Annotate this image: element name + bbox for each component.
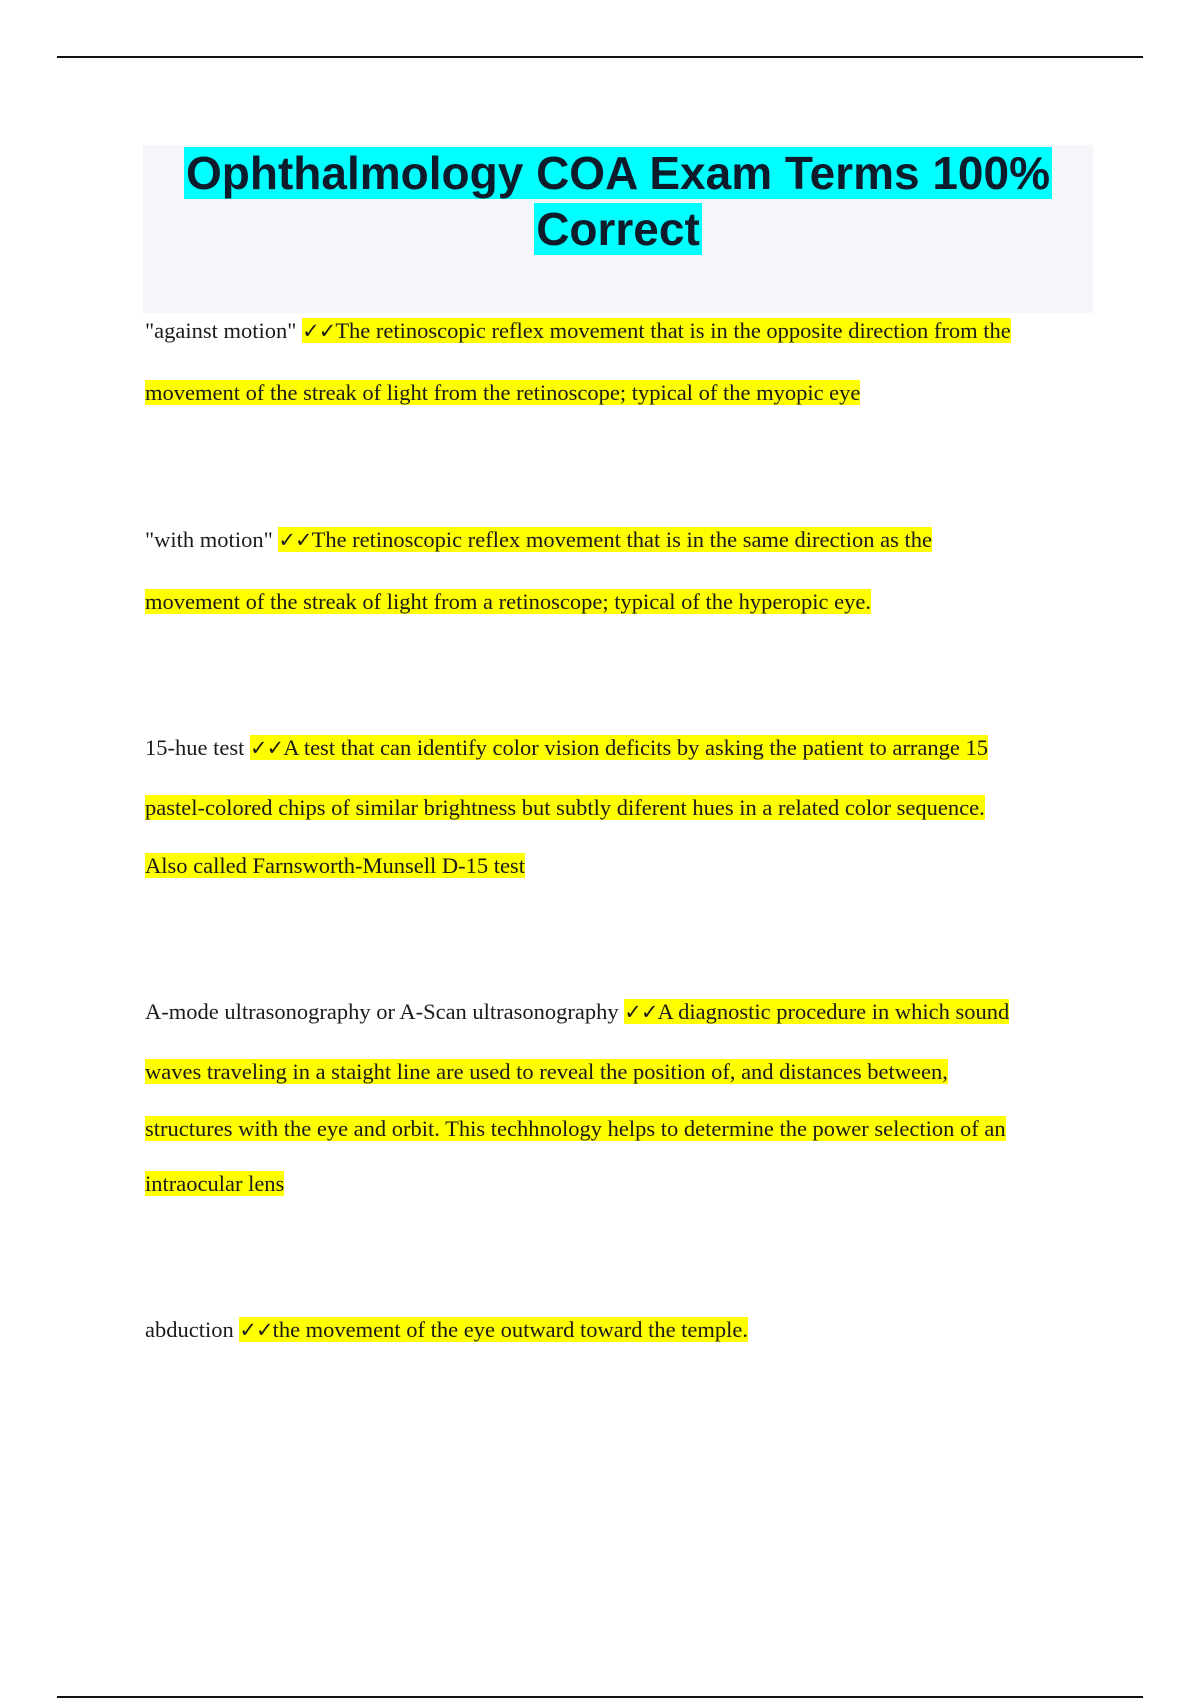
top-rule	[57, 56, 1143, 58]
title-line-2: Correct	[536, 203, 700, 255]
check-mark-icon: ✓✓	[302, 319, 336, 343]
term-name: abduction	[145, 1317, 234, 1342]
definition-text: intraocular lens	[145, 1171, 285, 1196]
check-mark-icon: ✓✓	[249, 736, 284, 760]
definition-text: Also called Farnsworth-Munsell D-15 test	[145, 853, 525, 878]
definition-text: ✓✓The retinoscopic reflex movement that is in the opposite direction from the	[302, 318, 1011, 343]
definition-line	[145, 1042, 1090, 1102]
term-line	[145, 982, 1090, 1042]
bottom-rule	[57, 1696, 1143, 1698]
definition-line	[145, 838, 1090, 894]
term-name: 15-hue test	[145, 735, 245, 760]
term-name: A-mode ultrasonography or A-Scan ultrasonography	[145, 999, 619, 1024]
term-entry	[145, 509, 1090, 632]
term-entry	[145, 300, 1090, 423]
definition-text: ✓✓the movement of the eye outward toward the temple.	[239, 1317, 749, 1342]
check-mark-icon: ✓✓	[239, 1318, 273, 1342]
term-name: "against motion"	[145, 318, 297, 343]
definition-text: ✓✓The retinoscopic reflex movement that is in the same direction as the	[278, 527, 932, 552]
title-panel	[143, 145, 1093, 313]
check-mark-icon: ✓✓	[278, 528, 312, 552]
term-name: "with motion"	[145, 527, 273, 552]
term-line	[145, 509, 1090, 571]
term-line	[145, 1300, 1090, 1360]
definition-text: waves traveling in a staight line are used to reveal the position of, and distances between,	[145, 1059, 948, 1084]
definition-line	[145, 778, 1090, 838]
document-title	[143, 145, 1093, 257]
terms-list	[145, 300, 1090, 1360]
definition-text: ✓✓A test that can identify color vision deficits by asking the patient to arrange 15	[249, 735, 989, 760]
definition-line	[145, 1102, 1090, 1156]
definition-line	[145, 1156, 1090, 1212]
term-entry	[145, 1300, 1090, 1360]
term-line	[145, 718, 1090, 778]
title-line-1: Ophthalmology COA Exam Terms 100%	[185, 147, 1050, 199]
definition-line	[145, 362, 1090, 423]
check-mark-icon: ✓✓	[624, 1000, 658, 1024]
term-entry	[145, 982, 1090, 1212]
definition-line	[145, 571, 1090, 632]
definition-text: ✓✓A diagnostic procedure in which sound	[624, 999, 1010, 1024]
term-line	[145, 300, 1090, 362]
definition-text: pastel-colored chips of similar brightness but subtly diferent hues in a related color sequence.	[145, 795, 985, 820]
definition-text: structures with the eye and orbit. This techhnology helps to determine the power selection of an	[145, 1116, 1006, 1141]
definition-text: movement of the streak of light from a retinoscope; typical of the hyperopic eye.	[145, 589, 872, 614]
definition-text: movement of the streak of light from the retinoscope; typical of the myopic eye	[145, 380, 861, 405]
term-entry	[145, 718, 1090, 894]
